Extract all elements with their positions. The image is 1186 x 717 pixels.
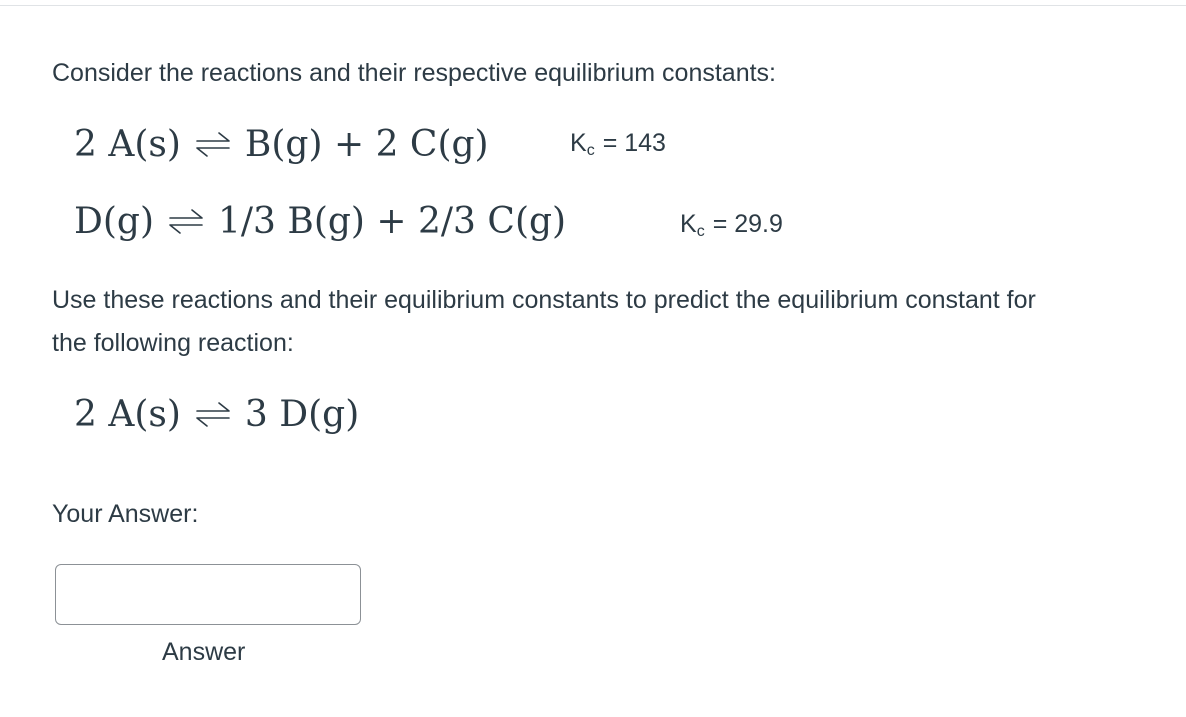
target-reaction-products: 3 D(g) [244, 393, 360, 435]
top-divider [0, 5, 1186, 6]
answer-input-container[interactable] [55, 564, 361, 625]
reaction-1-products: B(g) + 2 C(g) [244, 123, 489, 165]
reaction-2-equation [74, 196, 566, 246]
kc-subscript: c [586, 142, 595, 159]
equilibrium-harpoon-icon [168, 196, 204, 246]
answer-caption: Answer [162, 638, 246, 666]
equilibrium-harpoon-icon [195, 389, 231, 439]
answer-input[interactable] [56, 565, 360, 624]
question-instruction: Use these reactions and their equilibrium constants to predict the equilibrium constant for the following reaction: [52, 286, 1036, 357]
target-reaction-reactants: 2 A(s) [74, 393, 181, 435]
kc-value: = 29.9 [712, 210, 783, 238]
kc-symbol: K [570, 129, 587, 157]
question-intro: Consider the reactions and their respective equilibrium constants: [52, 59, 776, 87]
reaction-2-kc [680, 210, 783, 241]
kc-value: = 143 [602, 129, 666, 157]
reaction-2-reactants: D(g) [74, 200, 154, 242]
reaction-1-equation [74, 119, 489, 169]
reaction-1-reactants: 2 A(s) [74, 123, 181, 165]
equilibrium-harpoon-icon [195, 119, 231, 169]
kc-symbol: K [680, 210, 697, 238]
target-reaction-equation [74, 389, 359, 439]
reaction-1-kc [570, 129, 666, 160]
reaction-2-products: 1/3 B(g) + 2/3 C(g) [218, 200, 567, 242]
your-answer-label: Your Answer: [52, 500, 199, 528]
kc-subscript: c [696, 223, 705, 240]
